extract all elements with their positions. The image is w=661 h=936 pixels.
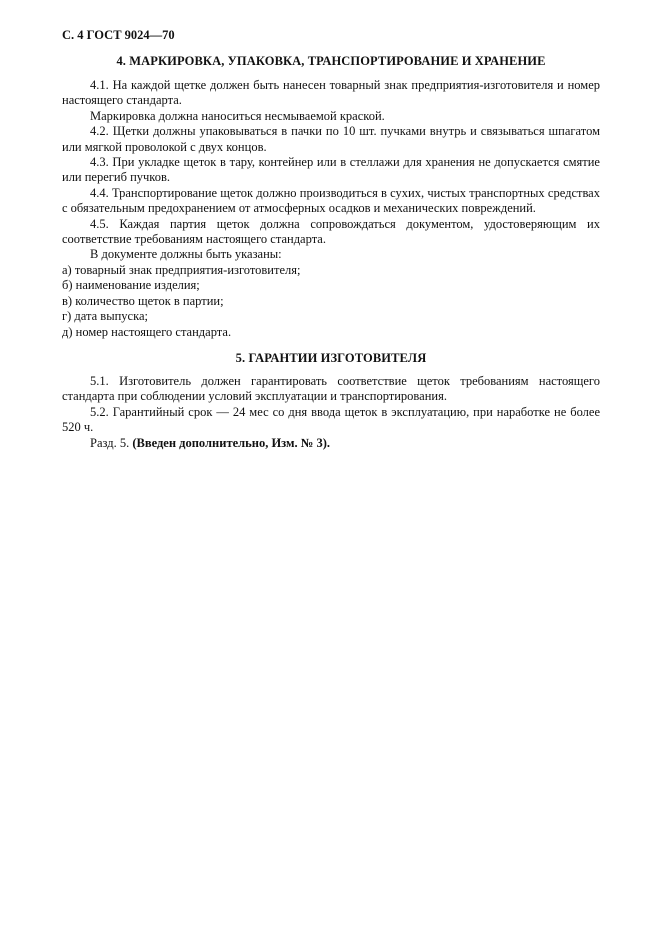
document-contents-list (62, 263, 600, 340)
list-item: а) товарный знак предприятия-изготовителя; (62, 262, 301, 277)
list-item: д) номер настоящего стандарта. (62, 324, 232, 339)
section-5-title: 5. ГАРАНТИИ ИЗГОТОВИТЕЛЯ (235, 350, 427, 365)
amendment-note-bold: (Введен дополнительно, Изм. № 3). (132, 435, 331, 450)
document-body (62, 54, 600, 451)
list-item: г) дата выпуска; (62, 309, 148, 324)
paragraph-5-1: 5.1. Изготовитель должен гарантировать соответствие щеток требованиям настоящего стандарта при соблюдении условий эксплуатации и транспортирования. (62, 373, 600, 404)
paragraph-4-5: 4.5. Каждая партия щеток должна сопровождаться документом, удостоверяющим их соответствие требованиям настоящего стандарта. (62, 216, 600, 247)
paragraph-4-2: 4.2. Щетки должны упаковываться в пачки по 10 шт. пучками внутрь и связываться шпагатом или мягкой проволокой с двух концов. (62, 124, 600, 154)
section-4-title: 4. МАРКИРОВКА, УПАКОВКА, ТРАНСПОРТИРОВАНИЕ И ХРАНЕНИЕ (116, 54, 546, 68)
amendment-note-prefix: Разд. 5. (90, 435, 130, 450)
amendment-note (62, 436, 600, 451)
list-item: б) наименование изделия; (62, 278, 200, 293)
running-head: С. 4 ГОСТ 9024—70 (62, 28, 175, 42)
paragraph-4-4: 4.4. Транспортирование щеток должно производиться в сухих, чистых транспортных средствах с обязательным предохранением от атмосферных осадков и механических повреждений. (62, 185, 600, 216)
paragraph-5-2: 5.2. Гарантийный срок — 24 мес со дня ввода щеток в эксплуатацию, при наработке не более 520 ч. (62, 404, 600, 435)
list-item: в) количество щеток в партии; (62, 293, 224, 308)
paragraph-4-1: 4.1. На каждой щетке должен быть нанесен товарный знак предприятия-изготовителя и номер настоящего стандарта. (62, 78, 600, 108)
paragraph-4-3: 4.3. При укладке щеток в тару, контейнер или в стеллажи для хранения не допускается смятие или перегиб пучков. (62, 155, 600, 185)
list-intro: В документе должны быть указаны: (90, 247, 282, 262)
paragraph-4-1-marking: Маркировка должна наноситься несмываемой краской. (90, 108, 385, 123)
